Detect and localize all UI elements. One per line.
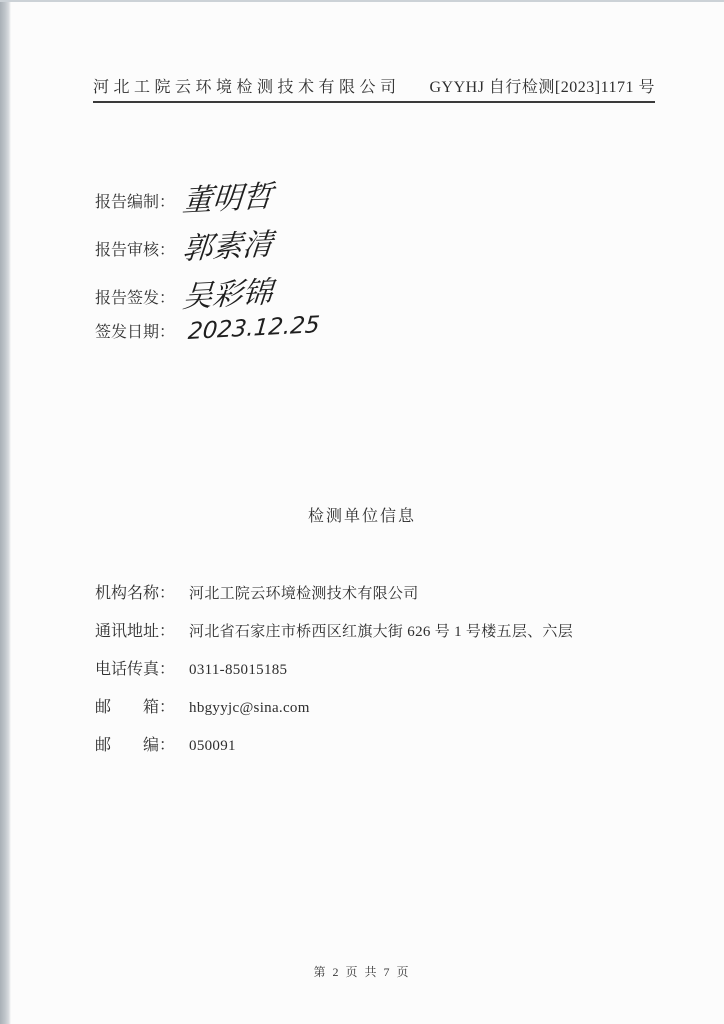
email-value: hbgyyjc@sina.com bbox=[189, 700, 310, 716]
info-row-postal-code bbox=[95, 732, 236, 755]
prepared-by-label: 报告编制： bbox=[95, 194, 176, 211]
postal-code-label: 邮 编： bbox=[95, 737, 176, 754]
org-name-label: 机构名称： bbox=[95, 585, 176, 602]
signature-row-reviewed-by bbox=[95, 220, 275, 267]
org-name-value: 河北工院云环境检测技术有限公司 bbox=[189, 586, 419, 602]
postal-code-value: 050091 bbox=[189, 738, 236, 754]
prepared-by-signature: 董明哲 bbox=[181, 179, 275, 219]
info-row-phone-fax bbox=[95, 656, 287, 679]
header-document-number: GYYHJ 自行检测[2023]1171 号 bbox=[429, 79, 655, 96]
signature-row-issued-by bbox=[95, 268, 275, 315]
page-header bbox=[93, 74, 655, 103]
phone-fax-value: 0311-85015185 bbox=[189, 662, 288, 678]
issue-date-label: 签发日期： bbox=[95, 324, 176, 341]
info-row-email bbox=[95, 694, 310, 717]
reviewed-by-label: 报告审核： bbox=[95, 242, 176, 259]
reviewed-by-signature: 郭素清 bbox=[181, 227, 275, 267]
header-company-name: 河北工院云环境检测技术有限公司 bbox=[93, 79, 401, 96]
info-row-address bbox=[95, 618, 573, 641]
signature-row-issue-date bbox=[95, 311, 321, 345]
address-label: 通讯地址： bbox=[95, 623, 176, 640]
section-title: 检测单位信息 bbox=[307, 508, 416, 525]
signature-row-prepared-by bbox=[95, 172, 275, 219]
page-number-footer: 第 2 页 共 7 页 bbox=[313, 965, 411, 979]
address-value: 河北省石家庄市桥西区红旗大街 626 号 1 号楼五层、六层 bbox=[189, 624, 574, 640]
scan-edge-top bbox=[0, 0, 724, 2]
issued-by-label: 报告签发： bbox=[95, 290, 176, 307]
info-row-org-name bbox=[95, 580, 419, 603]
issue-date-handwritten: 2023.12.25 bbox=[187, 311, 321, 345]
issued-by-signature: 吴彩锦 bbox=[181, 275, 275, 315]
phone-fax-label: 电话传真： bbox=[95, 661, 176, 678]
email-label: 邮 箱： bbox=[95, 699, 176, 716]
